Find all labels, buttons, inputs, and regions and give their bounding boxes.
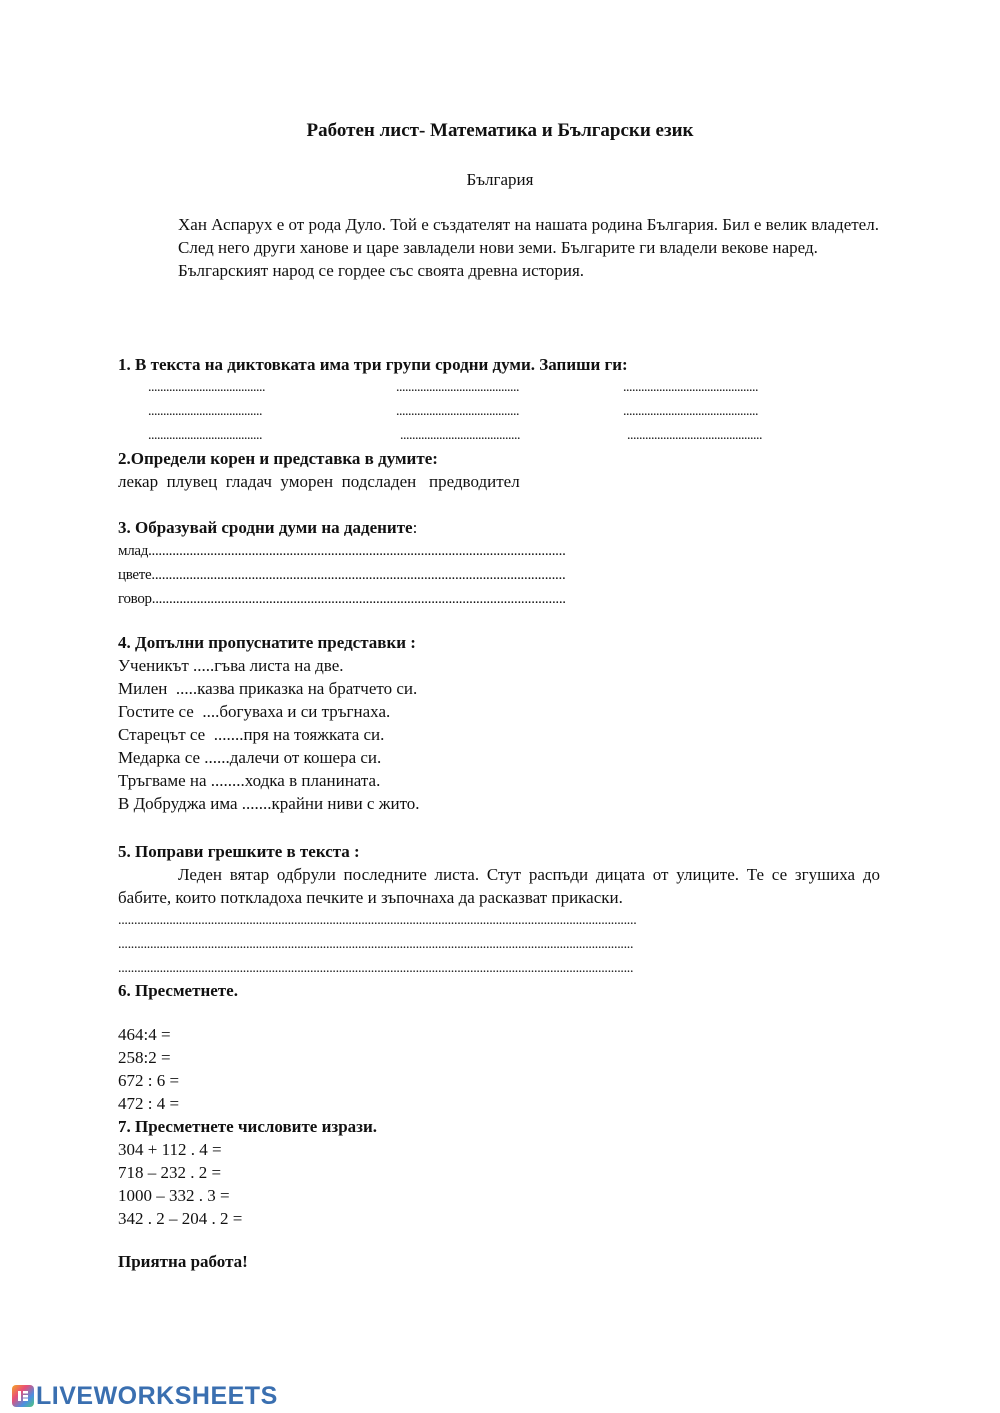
task-6-expression: 472 : 4 =	[118, 1094, 180, 1113]
task-3-line[interactable]: говор........................................................................................................................	[118, 591, 566, 607]
logo-text: LIVEWORKSHEETS	[36, 1381, 278, 1410]
liveworksheets-logo[interactable]	[12, 1381, 278, 1411]
task-7	[118, 1115, 880, 1230]
task-4-sentence: Тръгваме на ........ходка в планината.	[118, 771, 381, 790]
task-5-heading: 5. Поправи грешките в текста :	[118, 842, 360, 861]
task-3-heading-wrap	[118, 516, 880, 539]
page-subtitle: България	[466, 170, 534, 189]
answer-blank[interactable]: .............................................	[623, 380, 758, 395]
task-3-heading: 3. Образувай сродни думи на дадените	[118, 518, 413, 537]
answer-blank[interactable]: ......................................	[148, 404, 262, 419]
answer-blank[interactable]: .............................................	[623, 404, 758, 419]
intro-paragraph-3: Българският народ се гордее със своята древна история.	[178, 261, 585, 280]
task-2-words: лекар плувец гладач уморен подсладен предводител	[118, 472, 520, 491]
task-6-heading: 6. Пресметнете.	[118, 981, 238, 1000]
task-4-sentence: Старецът се .......пря на тояжката си.	[118, 725, 385, 744]
task-1	[118, 353, 880, 376]
task-6-expression: 464:4 =	[118, 1025, 171, 1044]
page-title: Работен лист- Математика и Български език	[306, 120, 694, 141]
closing	[118, 1250, 880, 1273]
task-5-answer-line[interactable]: .................................................................................................................................................................	[118, 961, 634, 976]
liveworksheets-logo-icon	[12, 1385, 34, 1407]
answer-blank[interactable]: .............................................	[627, 428, 762, 443]
answer-blank[interactable]: .........................................	[396, 380, 519, 395]
task-4-sentence: Ученикът .....гъва листа на две.	[118, 656, 344, 675]
task-4-sentence: Милен .....казва приказка на братчето си.	[118, 679, 418, 698]
task-4-sentence: Гостите се ....богуваха и си тръгнаха.	[118, 702, 391, 721]
intro-paragraph-2: След него други ханове и царе завладели нови земи. Българите ги владели векове наред.	[178, 238, 818, 257]
task-7-expression: 1000 – 332 . 3 =	[118, 1186, 230, 1205]
task-3-line[interactable]: млад.........................................................................................................................	[118, 543, 566, 559]
intro-paragraph-1: Хан Аспарух е от рода Дуло. Той е създателят на нашата родина България. Бил е велик владетел.	[178, 215, 879, 234]
task-5-answer-line[interactable]: .................................................................................................................................................................	[118, 937, 634, 952]
task-5-answer-line[interactable]: ..................................................................................................................................................................	[118, 913, 637, 928]
answer-blank[interactable]: .......................................	[148, 380, 265, 395]
task-4	[118, 631, 880, 815]
task-1-heading: 1. В текста на диктовката има три групи сродни думи. Запиши ги:	[118, 355, 628, 374]
task-7-expression: 718 – 232 . 2 =	[118, 1163, 222, 1182]
task-3-line[interactable]: цвете........................................................................................................................	[118, 567, 566, 583]
task-4-heading: 4. Допълни пропуснатите представки :	[118, 633, 416, 652]
task-2	[118, 447, 880, 493]
intro-text	[118, 213, 880, 282]
task-3-colon: :	[412, 518, 418, 537]
task-7-expression: 304 + 112 . 4 =	[118, 1140, 222, 1159]
answer-blank[interactable]: .........................................	[396, 404, 519, 419]
task-4-sentence: В Добруджа има .......крайни ниви с жито.	[118, 794, 420, 813]
task-6-expression: 258:2 =	[118, 1048, 171, 1067]
task-6-expression: 672 : 6 =	[118, 1071, 180, 1090]
task-5-text: Леден вятар одбрули последните листа. Стут распъди дицата от улиците. Те се згушиха до бабите, които поткладоха печките и зъпочнаха да расказват прикаски.	[118, 865, 880, 907]
task-7-expression: 342 . 2 – 204 . 2 =	[118, 1209, 243, 1228]
task-5	[118, 840, 880, 981]
task-7-heading: 7. Пресметнете числовите изрази.	[118, 1117, 378, 1136]
task-6	[118, 979, 880, 1115]
task-1-answer-row	[148, 380, 868, 402]
answer-blank[interactable]: ......................................	[148, 428, 262, 443]
task-3	[118, 516, 880, 611]
task-4-sentence: Медарка се ......далечи от кошера си.	[118, 748, 382, 767]
task-1-answer-row	[148, 404, 868, 426]
closing-text: Приятна работа!	[118, 1252, 248, 1271]
task-2-heading: 2.Определи корен и представка в думите:	[118, 449, 438, 468]
answer-blank[interactable]: ........................................	[400, 428, 520, 443]
